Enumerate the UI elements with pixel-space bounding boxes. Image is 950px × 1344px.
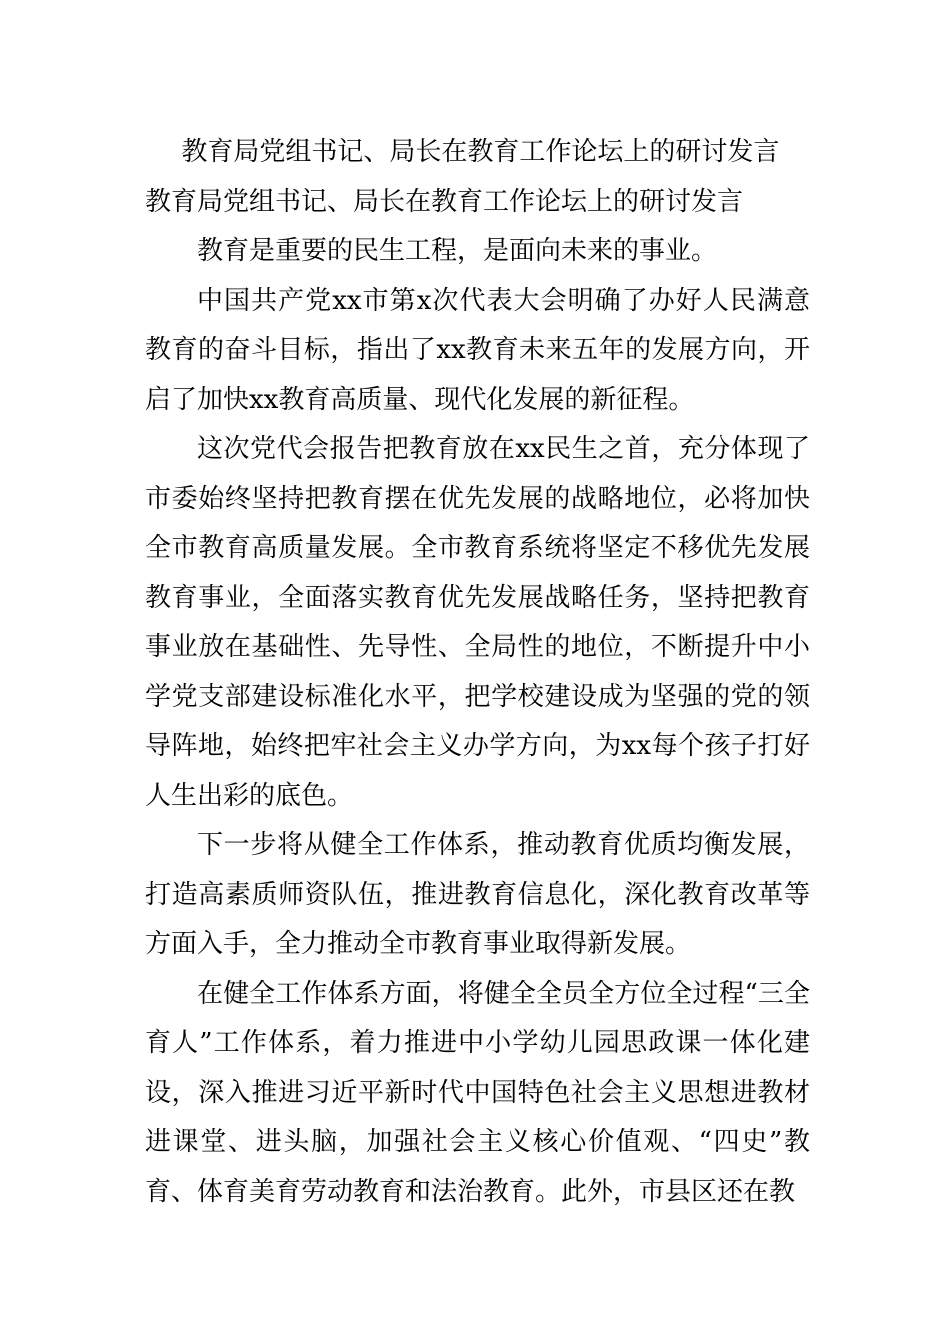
document-title-repeat: 教育局党组书记、局长在教育工作论坛上的研讨发言 (145, 186, 744, 217)
paragraph-5: 在健全工作体系方面，将健全全员全方位全过程“三全育人”工作体系，着力推进中小学幼儿园思政课一体化建设，深入推进习近平新时代中国特色社会主义思想进教材进课堂、进头脑，加强社会主义核心价值观、“四史”教育、体育美育劳动教育和法治教育。此外，市县区还在教 (145, 978, 810, 1207)
paragraph-4: 下一步将从健全工作体系，推动教育优质均衡发展，打造高素质师资队伍，推进教育信息化，深化教育改革等方面入手，全力推动全市教育事业取得新发展。 (145, 830, 810, 959)
paragraph-1: 教育是重要的民生工程，是面向未来的事业。 (197, 236, 718, 266)
document-title: 教育局党组书记、局长在教育工作论坛上的研讨发言 (181, 137, 780, 167)
paragraph-2: 中国共产党xx市第x次代表大会明确了办好人民满意教育的奋斗目标，指出了xx教育未来五年的发展方向，开启了加快xx教育高质量、现代化发展的新征程。 (145, 285, 810, 415)
paragraph-3: 这次党代会报告把教育放在xx民生之首，充分体现了市委始终坚持把教育摆在优先发展的战略地位，必将加快全市教育高质量发展。全市教育系统将坚定不移优先发展教育事业，全面落实教育优先发展战略任务，坚持把教育事业放在基础性、先导性、全局性的地位，不断提升中小学党支部建设标准化水平，把学校建设成为坚强的党的领导阵地，始终把牢社会主义办学方向，为xx每个孩子打好人生出彩的底色。 (145, 434, 810, 811)
document-body (145, 128, 810, 1217)
